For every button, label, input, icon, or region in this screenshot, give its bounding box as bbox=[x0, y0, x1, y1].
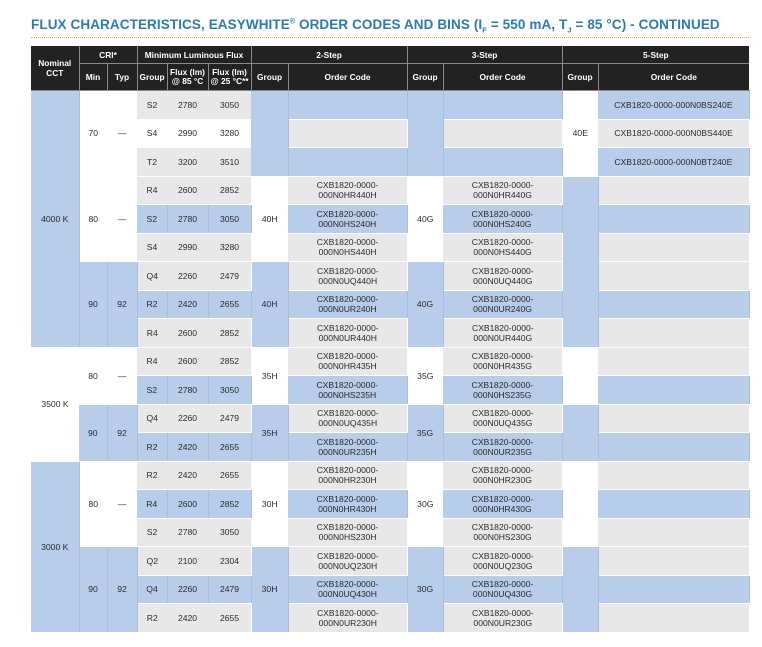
flux-group-cell: T2 bbox=[137, 148, 167, 177]
flux-85-cell: 2260 bbox=[167, 575, 208, 604]
two-step-order-code: CXB1820-0000-000N0UR240H bbox=[288, 290, 407, 319]
header-5-step-group: Group bbox=[562, 64, 598, 91]
five-step-order-code bbox=[598, 490, 749, 519]
three-step-order-code: CXB1820-0000-000N0UR240G bbox=[443, 290, 562, 319]
flux-25-cell: 3050 bbox=[208, 376, 251, 405]
flux-25-cell: 3050 bbox=[208, 91, 251, 120]
two-step-order-code: CXB1820-0000-000N0UQ435H bbox=[288, 404, 407, 433]
cri-typ-cell: — bbox=[107, 461, 137, 547]
two-step-group-cell: 40H bbox=[251, 176, 288, 262]
cri-typ-cell: 92 bbox=[107, 547, 137, 633]
table-row bbox=[31, 604, 749, 633]
five-step-order-code bbox=[598, 433, 749, 462]
table-row bbox=[31, 233, 749, 262]
flux-85-cell: 2600 bbox=[167, 176, 208, 205]
title-divider bbox=[31, 37, 749, 38]
three-step-order-code: CXB1820-0000-000N0UQ230G bbox=[443, 547, 562, 576]
flux-25-cell: 2479 bbox=[208, 404, 251, 433]
cri-min-cell: 90 bbox=[79, 404, 107, 461]
table-row bbox=[31, 290, 749, 319]
table-row bbox=[31, 319, 749, 348]
flux-group-cell: Q4 bbox=[137, 404, 167, 433]
flux-group-cell: R2 bbox=[137, 604, 167, 633]
two-step-order-code: CXB1820-0000-000N0HR230H bbox=[288, 461, 407, 490]
three-step-group-cell: 30G bbox=[407, 461, 443, 547]
three-step-order-code: CXB1820-0000-000N0HS230G bbox=[443, 518, 562, 547]
five-step-group-cell bbox=[562, 547, 598, 633]
three-step-order-code bbox=[443, 148, 562, 177]
cri-typ-cell: — bbox=[107, 91, 137, 177]
table-row bbox=[31, 176, 749, 205]
header-2-step-order-code: Order Code bbox=[288, 64, 407, 91]
flux-group-cell: R2 bbox=[137, 433, 167, 462]
three-step-order-code: CXB1820-0000-000N0HS240G bbox=[443, 205, 562, 234]
flux-85-cell: 2420 bbox=[167, 604, 208, 633]
flux-group-cell: S2 bbox=[137, 376, 167, 405]
flux-group-cell: S2 bbox=[137, 205, 167, 234]
table-row bbox=[31, 490, 749, 519]
page-title: FLUX CHARACTERISTICS, EASYWHITE® ORDER CODES AND BINS ($I_F = 550$ mA, $T_J = 85$ °C) - CONTINUED bbox=[31, 17, 720, 35]
five-step-group-cell bbox=[562, 347, 598, 404]
header-flux-group: Group bbox=[137, 64, 167, 91]
flux-group-cell: S2 bbox=[137, 91, 167, 120]
three-step-order-code bbox=[443, 91, 562, 120]
flux-85-cell: 2420 bbox=[167, 433, 208, 462]
cri-min-cell: 80 bbox=[79, 347, 107, 404]
flux-25-cell: 2479 bbox=[208, 262, 251, 291]
three-step-group-cell: 40G bbox=[407, 262, 443, 348]
cri-min-cell: 80 bbox=[79, 461, 107, 547]
table-row bbox=[31, 148, 749, 177]
flux-85-cell: 2600 bbox=[167, 490, 208, 519]
table-row bbox=[31, 518, 749, 547]
five-step-order-code bbox=[598, 604, 749, 633]
five-step-order-code bbox=[598, 233, 749, 262]
two-step-group-cell bbox=[251, 91, 288, 177]
three-step-group-cell bbox=[407, 91, 443, 177]
header-nominal-cct: Nominal CCT bbox=[31, 46, 79, 91]
header-2-step: 2-Step bbox=[251, 46, 407, 64]
three-step-order-code: CXB1820-0000-000N0HR435G bbox=[443, 347, 562, 376]
five-step-group-cell bbox=[562, 404, 598, 461]
three-step-order-code: CXB1820-0000-000N0HR430G bbox=[443, 490, 562, 519]
five-step-order-code: CXB1820-0000-000N0BT240E bbox=[598, 148, 749, 177]
three-step-order-code: CXB1820-0000-000N0HR230G bbox=[443, 461, 562, 490]
five-step-order-code bbox=[598, 547, 749, 576]
three-step-order-code: CXB1820-0000-000N0UQ440G bbox=[443, 262, 562, 291]
five-step-order-code bbox=[598, 518, 749, 547]
flux-25-cell: 2852 bbox=[208, 347, 251, 376]
flux-25-cell: 3050 bbox=[208, 205, 251, 234]
flux-group-cell: S4 bbox=[137, 119, 167, 148]
five-step-order-code bbox=[598, 404, 749, 433]
three-step-group-cell: 35G bbox=[407, 347, 443, 404]
table-row bbox=[31, 547, 749, 576]
cri-typ-cell: — bbox=[107, 176, 137, 262]
table-row bbox=[31, 575, 749, 604]
flux-25-cell: 3280 bbox=[208, 119, 251, 148]
cri-min-cell: 90 bbox=[79, 547, 107, 633]
flux-group-cell: R4 bbox=[137, 490, 167, 519]
cri-min-cell: 80 bbox=[79, 176, 107, 262]
header-cri: CRI* bbox=[79, 46, 137, 64]
flux-85-cell: 2260 bbox=[167, 262, 208, 291]
five-step-order-code bbox=[598, 319, 749, 348]
two-step-order-code: CXB1820-0000-000N0UQ440H bbox=[288, 262, 407, 291]
flux-85-cell: 2780 bbox=[167, 205, 208, 234]
five-step-order-code bbox=[598, 262, 749, 291]
five-step-order-code bbox=[598, 176, 749, 205]
two-step-order-code: CXB1820-0000-000N0HR440H bbox=[288, 176, 407, 205]
three-step-order-code: CXB1820-0000-000N0UQ430G bbox=[443, 575, 562, 604]
flux-group-cell: Q2 bbox=[137, 547, 167, 576]
flux-group-cell: Q4 bbox=[137, 575, 167, 604]
flux-25-cell: 3050 bbox=[208, 518, 251, 547]
two-step-order-code: CXB1820-0000-000N0HR430H bbox=[288, 490, 407, 519]
table-row bbox=[31, 262, 749, 291]
two-step-group-cell: 35H bbox=[251, 404, 288, 461]
header-5-step: 5-Step bbox=[562, 46, 749, 64]
three-step-group-cell: 35G bbox=[407, 404, 443, 461]
cri-min-cell: 90 bbox=[79, 262, 107, 348]
flux-25-cell: 2655 bbox=[208, 604, 251, 633]
table-row bbox=[31, 119, 749, 148]
table-row bbox=[31, 461, 749, 490]
two-step-order-code: CXB1820-0000-000N0HS235H bbox=[288, 376, 407, 405]
table-row bbox=[31, 433, 749, 462]
two-step-order-code: CXB1820-0000-000N0HS440H bbox=[288, 233, 407, 262]
three-step-order-code: CXB1820-0000-000N0HR440G bbox=[443, 176, 562, 205]
header-min-flux: Minimum Luminous Flux bbox=[137, 46, 251, 64]
five-step-order-code: CXB1820-0000-000N0BS240E bbox=[598, 91, 749, 120]
three-step-order-code: CXB1820-0000-000N0UR230G bbox=[443, 604, 562, 633]
cri-typ-cell: 92 bbox=[107, 404, 137, 461]
five-step-order-code bbox=[598, 205, 749, 234]
two-step-order-code: CXB1820-0000-000N0HS240H bbox=[288, 205, 407, 234]
flux-85-cell: 2990 bbox=[167, 233, 208, 262]
flux-group-cell: Q4 bbox=[137, 262, 167, 291]
header-cri-typ: Typ bbox=[107, 64, 137, 91]
flux-group-cell: S4 bbox=[137, 233, 167, 262]
two-step-order-code bbox=[288, 148, 407, 177]
two-step-order-code: CXB1820-0000-000N0UQ230H bbox=[288, 547, 407, 576]
five-step-order-code bbox=[598, 376, 749, 405]
flux-25-cell: 2304 bbox=[208, 547, 251, 576]
flux-group-cell: R4 bbox=[137, 347, 167, 376]
five-step-group-cell bbox=[562, 176, 598, 347]
flux-group-cell: R2 bbox=[137, 290, 167, 319]
flux-25-cell: 2852 bbox=[208, 490, 251, 519]
flux-group-cell: S2 bbox=[137, 518, 167, 547]
five-step-order-code bbox=[598, 290, 749, 319]
table-row bbox=[31, 205, 749, 234]
flux-25-cell: 3280 bbox=[208, 233, 251, 262]
two-step-order-code: CXB1820-0000-000N0UR235H bbox=[288, 433, 407, 462]
two-step-order-code bbox=[288, 91, 407, 120]
cct-cell: 4000 K bbox=[31, 91, 79, 348]
flux-25-cell: 2655 bbox=[208, 290, 251, 319]
two-step-order-code bbox=[288, 119, 407, 148]
flux-85-cell: 2600 bbox=[167, 319, 208, 348]
flux-85-cell: 2420 bbox=[167, 461, 208, 490]
cct-cell: 3000 K bbox=[31, 461, 79, 632]
two-step-order-code: CXB1820-0000-000N0HR435H bbox=[288, 347, 407, 376]
header-3-step-group: Group bbox=[407, 64, 443, 91]
two-step-order-code: CXB1820-0000-000N0UQ430H bbox=[288, 575, 407, 604]
table-row bbox=[31, 347, 749, 376]
flux-85-cell: 2780 bbox=[167, 91, 208, 120]
flux-25-cell: 2655 bbox=[208, 433, 251, 462]
flux-group-cell: R4 bbox=[137, 319, 167, 348]
two-step-group-cell: 35H bbox=[251, 347, 288, 404]
flux-group-cell: R2 bbox=[137, 461, 167, 490]
five-step-order-code bbox=[598, 575, 749, 604]
two-step-order-code: CXB1820-0000-000N0UR440H bbox=[288, 319, 407, 348]
three-step-order-code: CXB1820-0000-000N0UQ435G bbox=[443, 404, 562, 433]
flux-85-cell: 2990 bbox=[167, 119, 208, 148]
cri-typ-cell: — bbox=[107, 347, 137, 404]
header-3-step-order-code: Order Code bbox=[443, 64, 562, 91]
three-step-group-cell: 30G bbox=[407, 547, 443, 633]
five-step-order-code bbox=[598, 347, 749, 376]
two-step-order-code: CXB1820-0000-000N0HS230H bbox=[288, 518, 407, 547]
cri-min-cell: 70 bbox=[79, 91, 107, 177]
flux-85-cell: 2600 bbox=[167, 347, 208, 376]
three-step-group-cell: 40G bbox=[407, 176, 443, 262]
cri-typ-cell: 92 bbox=[107, 262, 137, 348]
header-2-step-group: Group bbox=[251, 64, 288, 91]
two-step-group-cell: 40H bbox=[251, 262, 288, 348]
flux-25-cell: 3510 bbox=[208, 148, 251, 177]
five-step-order-code: CXB1820-0000-000N0BS440E bbox=[598, 119, 749, 148]
header-flux-25: Flux (lm) @ 25 °C** bbox=[208, 64, 251, 91]
flux-85-cell: 2780 bbox=[167, 376, 208, 405]
flux-85-cell: 2100 bbox=[167, 547, 208, 576]
header-flux-85: Flux (lm) @ 85 °C bbox=[167, 64, 208, 91]
flux-85-cell: 2260 bbox=[167, 404, 208, 433]
two-step-group-cell: 30H bbox=[251, 547, 288, 633]
flux-25-cell: 2852 bbox=[208, 319, 251, 348]
flux-25-cell: 2479 bbox=[208, 575, 251, 604]
five-step-group-cell bbox=[562, 461, 598, 547]
two-step-order-code: CXB1820-0000-000N0UR230H bbox=[288, 604, 407, 633]
flux-table bbox=[31, 46, 750, 633]
two-step-group-cell: 30H bbox=[251, 461, 288, 547]
header-cri-min: Min bbox=[79, 64, 107, 91]
table-row bbox=[31, 404, 749, 433]
flux-25-cell: 2852 bbox=[208, 176, 251, 205]
three-step-order-code: CXB1820-0000-000N0UR235G bbox=[443, 433, 562, 462]
table-row bbox=[31, 91, 749, 120]
header-3-step: 3-Step bbox=[407, 46, 562, 64]
flux-group-cell: R4 bbox=[137, 176, 167, 205]
five-step-order-code bbox=[598, 461, 749, 490]
header-5-step-order-code: Order Code bbox=[598, 64, 749, 91]
flux-25-cell: 2655 bbox=[208, 461, 251, 490]
flux-85-cell: 3200 bbox=[167, 148, 208, 177]
table-row bbox=[31, 376, 749, 405]
three-step-order-code: CXB1820-0000-000N0UR440G bbox=[443, 319, 562, 348]
three-step-order-code: CXB1820-0000-000N0HS440G bbox=[443, 233, 562, 262]
five-step-group-cell: 40E bbox=[562, 91, 598, 177]
flux-85-cell: 2420 bbox=[167, 290, 208, 319]
flux-85-cell: 2780 bbox=[167, 518, 208, 547]
three-step-order-code: CXB1820-0000-000N0HS235G bbox=[443, 376, 562, 405]
three-step-order-code bbox=[443, 119, 562, 148]
cct-cell: 3500 K bbox=[31, 347, 79, 461]
